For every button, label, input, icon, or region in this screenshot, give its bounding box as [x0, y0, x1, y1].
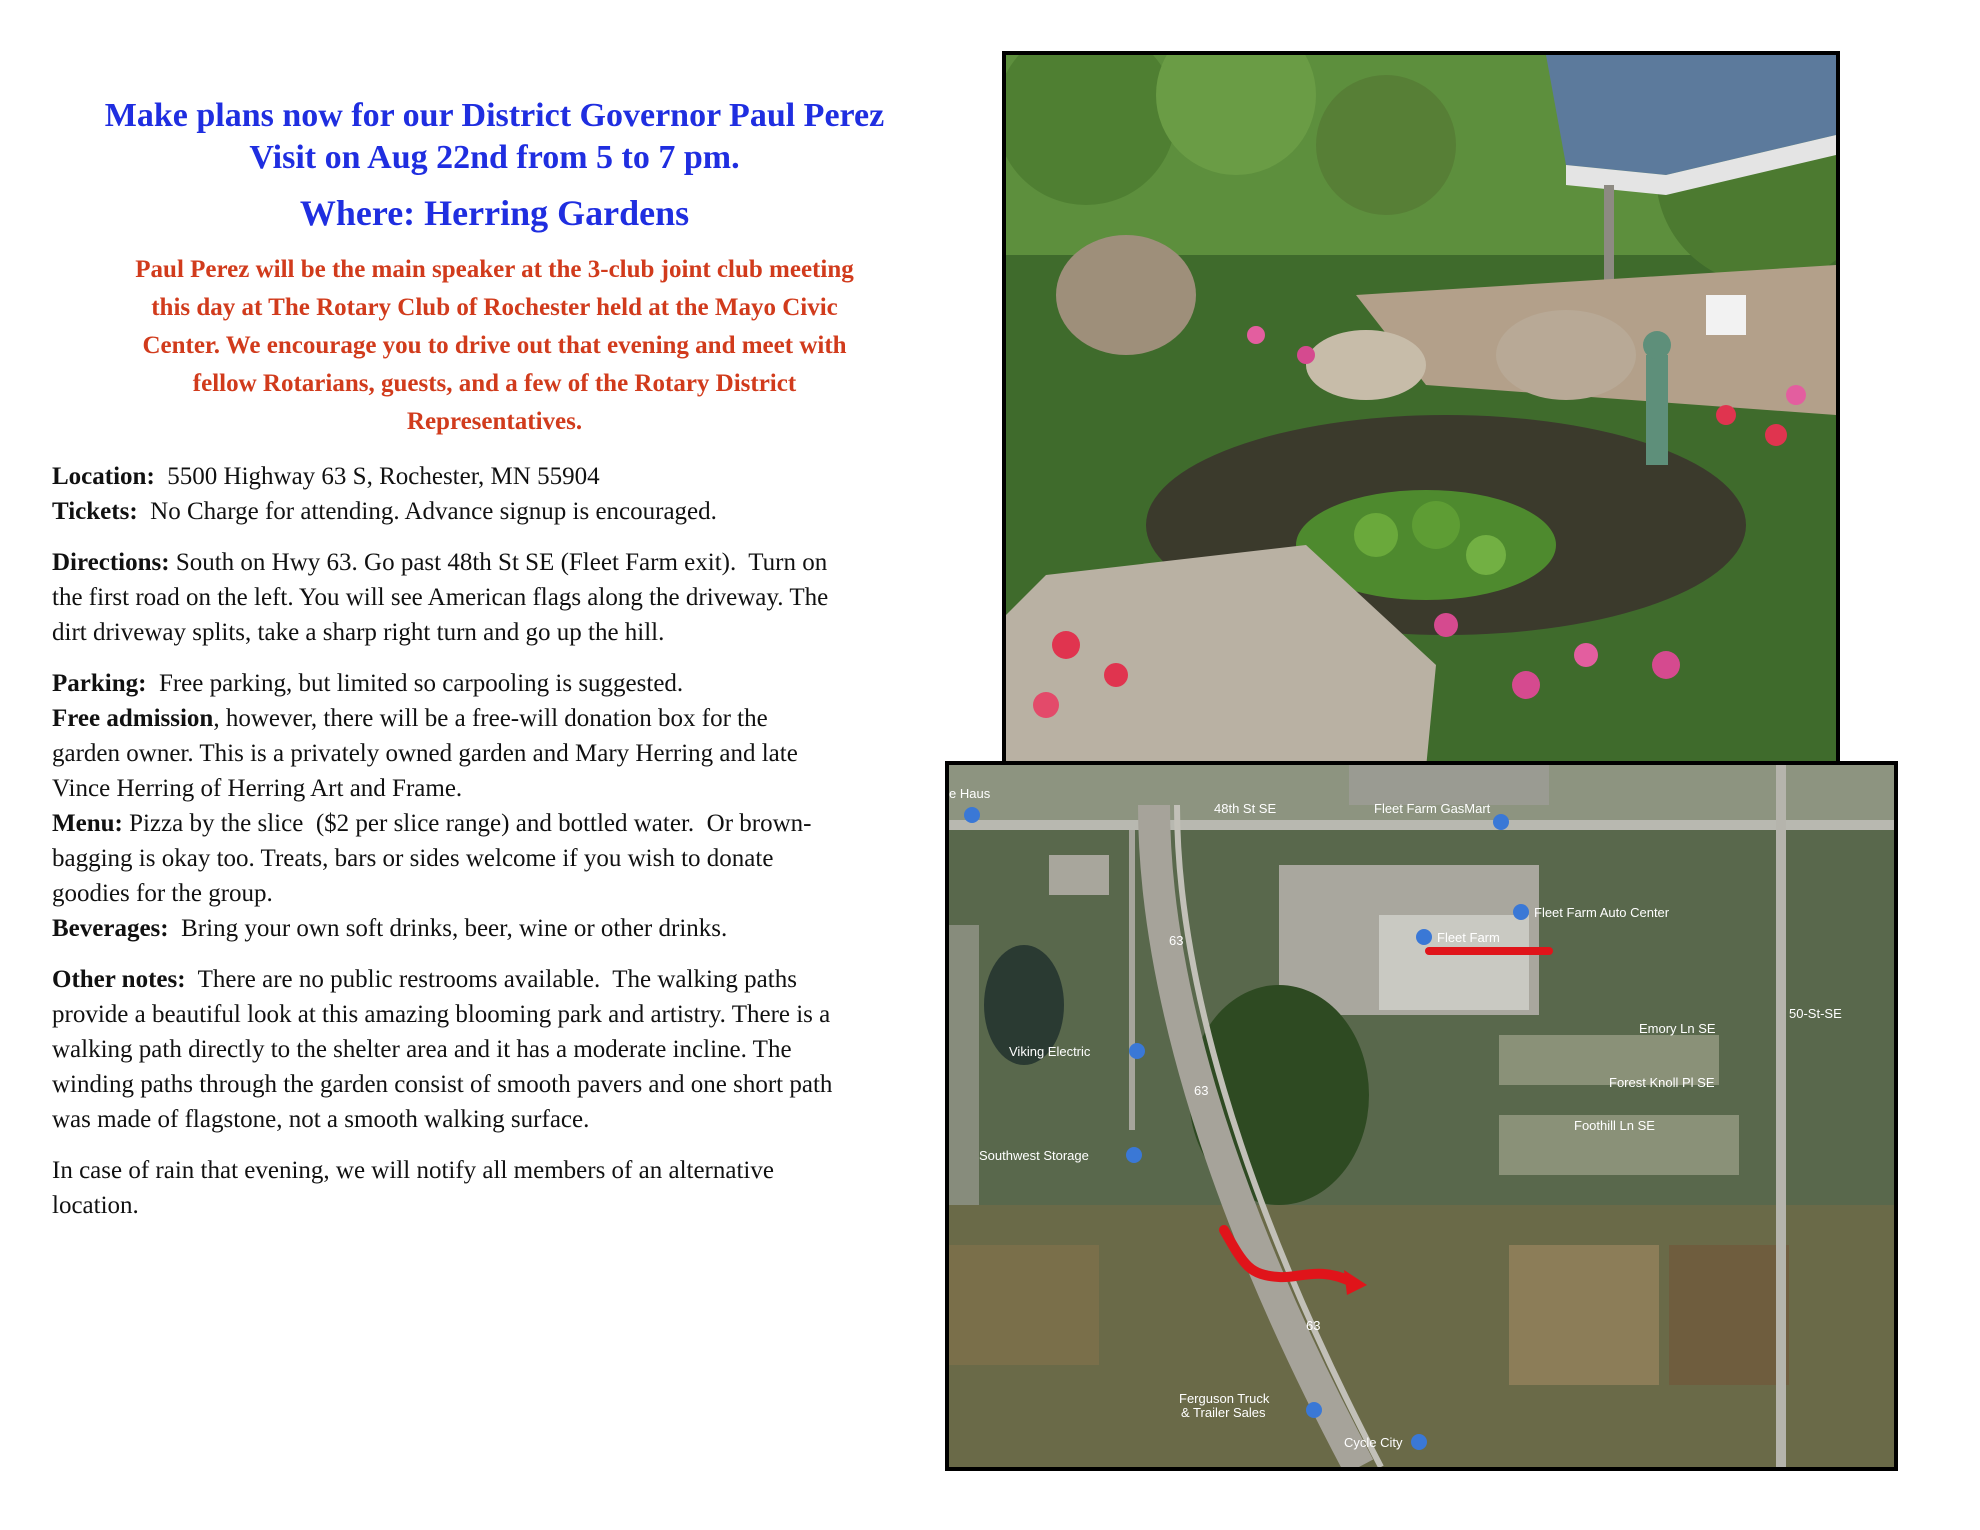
- map-label-ferguson-2: & Trailer Sales: [1181, 1405, 1266, 1420]
- headline-line-1: Make plans now for our District Governor Paul Perez: [104, 97, 885, 134]
- other-notes-line-1: [52, 962, 937, 997]
- map-label-hwy-63-south: 63: [1306, 1318, 1321, 1333]
- map-label-48th-st: 48th St SE: [1214, 801, 1277, 816]
- map-label-hwy-63-north: 63: [1169, 933, 1184, 948]
- menu-line-2: bagging is okay too. Treats, bars or sides welcome if you wish to donate: [52, 845, 774, 872]
- intro-line-4: fellow Rotarians, guests, and a few of the Rotary District: [192, 370, 797, 397]
- menu-text-1: Pizza by the slice ($2 per slice range) and bottled water. Or brown-: [122, 810, 812, 837]
- rain-block: [52, 1153, 937, 1223]
- rain-line-2: location.: [52, 1192, 139, 1219]
- admission-line-1: [52, 701, 937, 736]
- menu-label: Menu:: [52, 810, 123, 837]
- area-map: [945, 761, 1898, 1471]
- intro-paragraph: [52, 251, 937, 441]
- map-label-hwy-63-mid: 63: [1194, 1083, 1209, 1098]
- details-block: [52, 666, 937, 946]
- admission-line-2: garden owner. This is a privately owned garden and Mary Herring and late: [52, 740, 798, 767]
- intro-line-1: Paul Perez will be the main speaker at the 3-club joint club meeting: [135, 256, 854, 283]
- other-notes-label: Other notes:: [52, 966, 186, 993]
- admission-text-1: , however, there will be a free-will donation box for the: [213, 705, 768, 732]
- tickets-value: No Charge for attending. Advance signup is encouraged.: [137, 498, 717, 525]
- garden-illustration: [1006, 55, 1836, 768]
- where-heading: Where: Herring Gardens: [299, 193, 690, 233]
- directions-label: Directions:: [52, 549, 170, 576]
- map-label-cycle-city: Cycle City: [1344, 1435, 1403, 1450]
- beverages-value: Bring your own soft drinks, beer, wine or other drinks.: [168, 915, 728, 942]
- directions-text-1: South on Hwy 63. Go past 48th St SE (Fleet Farm exit). Turn on: [169, 549, 828, 576]
- map-label-haus: e Haus: [949, 786, 991, 801]
- intro-line-2: this day at The Rotary Club of Rochester held at the Mayo Civic: [151, 294, 838, 321]
- other-notes-line-5: was made of flagstone, not a smooth walking surface.: [52, 1106, 590, 1133]
- other-notes-text-1: There are no public restrooms available. The walking paths: [185, 966, 797, 993]
- headline-line-2: Visit on Aug 22nd from 5 to 7 pm.: [249, 139, 740, 176]
- admission-line-3: Vince Herring of Herring Art and Frame.: [52, 775, 463, 802]
- rain-line-1: In case of rain that evening, we will notify all members of an alternative: [52, 1157, 774, 1184]
- parking-label: Parking:: [52, 670, 147, 697]
- map-label-southwest-storage: Southwest Storage: [979, 1148, 1089, 1163]
- map-label-viking-electric: Viking Electric: [1009, 1044, 1091, 1059]
- tickets-line: [52, 494, 937, 529]
- other-notes-line-3: walking path directly to the shelter area and it has a moderate incline. The: [52, 1036, 792, 1063]
- map-label-forest-knoll: Forest Knoll Pl SE: [1609, 1075, 1715, 1090]
- directions-block: [52, 545, 937, 650]
- directions-line-3: dirt driveway splits, take a sharp right turn and go up the hill.: [52, 619, 665, 646]
- intro-line-5: Representatives.: [406, 408, 583, 435]
- beverages-label: Beverages:: [52, 915, 169, 942]
- tickets-label: Tickets:: [52, 498, 138, 525]
- headline: [52, 95, 937, 179]
- flyer-text: [52, 95, 937, 1239]
- map-label-foothill-ln: Foothill Ln SE: [1574, 1118, 1655, 1133]
- map-label-auto-center: Fleet Farm Auto Center: [1534, 905, 1670, 920]
- directions-line-2: the first road on the left. You will see American flags along the driveway. The: [52, 584, 829, 611]
- map-label-fleet-farm: Fleet Farm: [1437, 930, 1500, 945]
- intro-line-3: Center. We encourage you to drive out that evening and meet with: [142, 332, 847, 359]
- location-label: Location:: [52, 463, 155, 490]
- map-illustration: [949, 765, 1894, 1467]
- other-notes-block: [52, 962, 937, 1137]
- parking-line: [52, 666, 937, 701]
- menu-line-3: goodies for the group.: [52, 880, 273, 907]
- admission-label: Free admission: [52, 705, 214, 732]
- other-notes-line-4: winding paths through the garden consist of smooth pavers and one short path: [52, 1071, 833, 1098]
- directions-line-1: [52, 545, 937, 580]
- map-label-50th-st: 50-St-SE: [1789, 1006, 1842, 1021]
- location-line: [52, 459, 937, 494]
- parking-value: Free parking, but limited so carpooling is suggested.: [146, 670, 684, 697]
- map-label-emory-ln: Emory Ln SE: [1639, 1021, 1716, 1036]
- location-value: 5500 Highway 63 S, Rochester, MN 55904: [154, 463, 600, 490]
- menu-line-1: [52, 806, 937, 841]
- map-label-gasmart: Fleet Farm GasMart: [1374, 801, 1491, 816]
- map-label-ferguson-1: Ferguson Truck: [1179, 1391, 1270, 1406]
- beverages-line: [52, 911, 937, 946]
- other-notes-line-2: provide a beautiful look at this amazing blooming park and artistry. There is a: [52, 1001, 831, 1028]
- location-tickets-block: [52, 459, 937, 529]
- garden-photo: [1002, 51, 1840, 772]
